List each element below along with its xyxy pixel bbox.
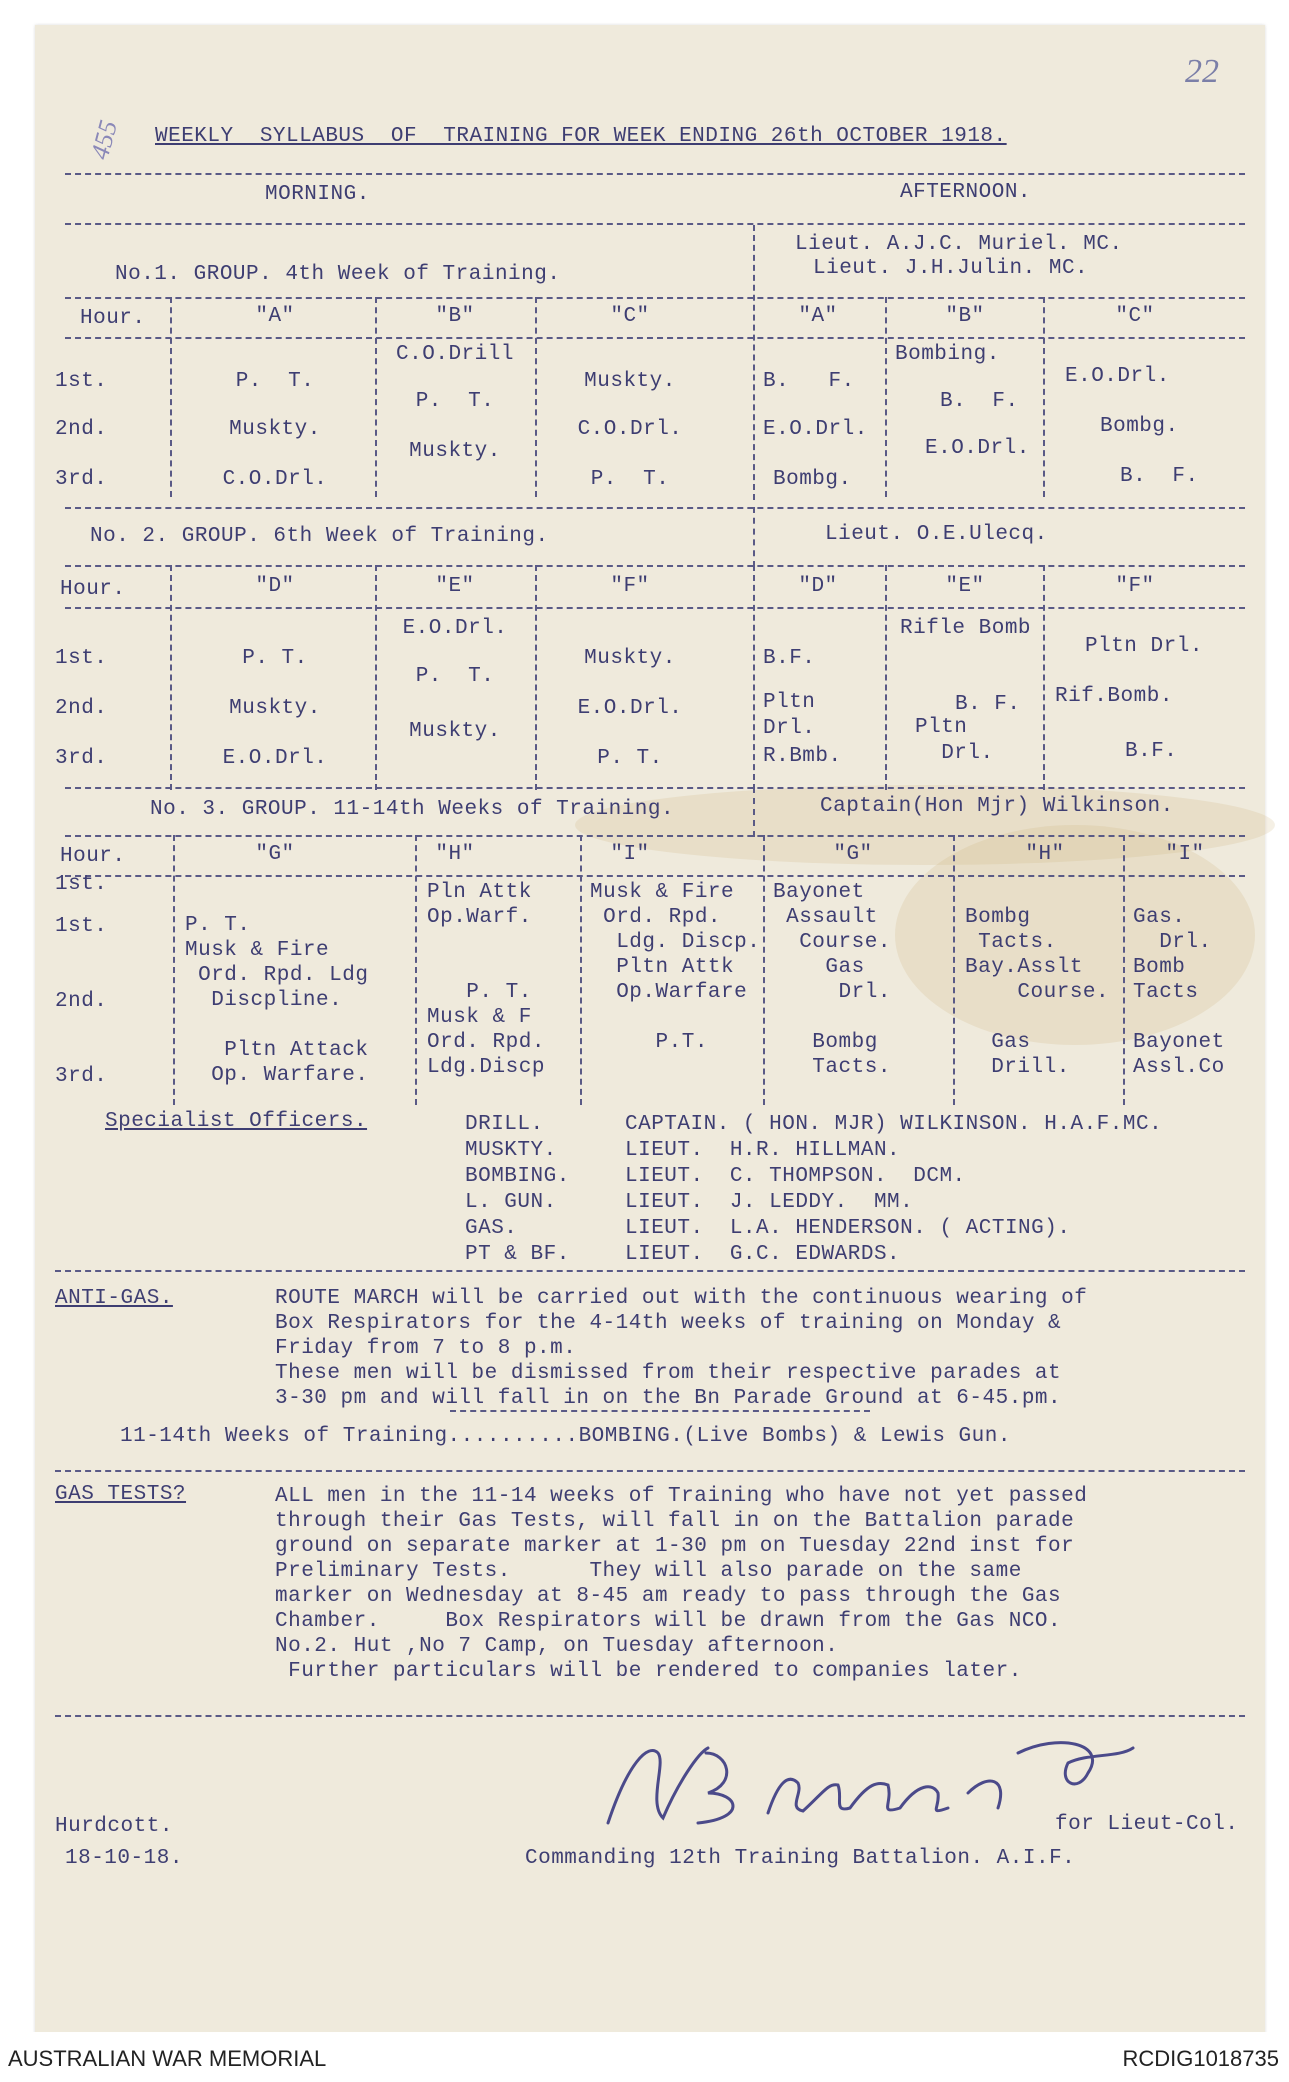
- group1-heading: No.1. GROUP. 4th Week of Training.: [115, 263, 561, 286]
- group3-hour-label: Hour.: [60, 845, 126, 868]
- divider: [65, 835, 1245, 837]
- morning-heading: MORNING.: [265, 183, 370, 206]
- commanding-line: Commanding 12th Training Battalion. A.I.F.: [525, 1847, 1076, 1870]
- divider: [65, 223, 1245, 225]
- signature: [550, 1705, 1110, 1825]
- footer-right: RCDIG1018735: [1122, 2046, 1279, 2071]
- group1-col-a: "A": [255, 305, 295, 328]
- g3-i-cell: Musk & Fire Ord. Rpd. Ldg. Discp. Pltn Attk Op.Warfare P.T.: [590, 881, 761, 1054]
- g1-b-3: Muskty.: [409, 440, 501, 463]
- divider: [65, 507, 1245, 509]
- g2-pe-2: B. F.: [955, 693, 1021, 716]
- g2-d-2: Muskty.: [229, 697, 321, 720]
- anti-gas-label: ANTI-GAS.: [55, 1287, 173, 1310]
- gas-tests-line: Preliminary Tests. They will also parade on the same: [275, 1560, 1022, 1583]
- specialist-officer: LIEUT. G.C. EDWARDS.: [625, 1243, 901, 1266]
- g3-h-cell: Pln Attk Op.Warf. P. T. Musk & F Ord. Rpd. Ldg.Discp: [427, 881, 545, 1079]
- g3-pi-cell: Gas. Drl. Bomb Tacts Bayonet Assl.Co: [1133, 906, 1225, 1079]
- divider: [1123, 835, 1125, 1105]
- specialist-subject: PT & BF.: [465, 1243, 570, 1266]
- divider: [753, 565, 755, 790]
- g1-b-1: C.O.Drill: [396, 343, 514, 366]
- archive-footer: [0, 2032, 1289, 2082]
- specialist-officer: CAPTAIN. ( HON. MJR) WILKINSON. H.A.F.MC.: [625, 1113, 1163, 1136]
- divider: [65, 297, 1245, 299]
- group1-col-pa: "A": [798, 305, 838, 328]
- specialist-officer: LIEUT. C. THOMPSON. DCM.: [625, 1165, 966, 1188]
- group1-col-pc: "C": [1115, 305, 1155, 328]
- specialist-subject: DRILL.: [465, 1113, 544, 1136]
- g1-c-2: C.O.Drl.: [577, 418, 683, 441]
- group3-row-1: 1st.: [55, 915, 108, 938]
- group2-col-e: "E": [435, 575, 475, 598]
- group3-col-g: "G": [255, 843, 295, 866]
- divider: [1043, 565, 1045, 790]
- divider: [170, 297, 172, 497]
- g1-c-1: Muskty.: [584, 370, 676, 393]
- divider: [65, 565, 1245, 567]
- g1-pb-1: Bombing.: [895, 343, 1000, 366]
- g1-pc-2: Bombg.: [1100, 415, 1179, 438]
- specialist-officer: LIEUT. L.A. HENDERSON. ( ACTING).: [625, 1217, 1071, 1240]
- date: 18-10-18.: [65, 1847, 183, 1870]
- gas-tests-label: GAS TESTS?: [55, 1483, 187, 1506]
- document-page: [35, 25, 1265, 2035]
- group2-instructor: Lieut. O.E.Ulecq.: [825, 523, 1048, 546]
- group3-row-3: 3rd.: [55, 1065, 108, 1088]
- g1-pa-1: B. F.: [763, 370, 855, 393]
- gas-tests-line: Further particulars will be rendered to companies later.: [275, 1660, 1022, 1683]
- group1-instructor-2: Lieut. J.H.Julin. MC.: [813, 257, 1089, 280]
- group1-col-b: "B": [435, 305, 475, 328]
- group2-row-1: 1st.: [55, 647, 108, 670]
- specialist-officer: LIEUT. J. LEDDY. MM.: [625, 1191, 914, 1214]
- anti-gas-line: ROUTE MARCH will be carried out with the continuous wearing of: [275, 1287, 1088, 1310]
- divider: [580, 835, 582, 1105]
- divider: [375, 297, 377, 497]
- footer-left: AUSTRALIAN WAR MEMORIAL: [8, 2046, 327, 2071]
- bombing-line: 11-14th Weeks of Training..........BOMBING.(Live Bombs) & Lewis Gun.: [120, 1425, 1011, 1448]
- g2-pd-2: Pltn Drl.: [763, 691, 816, 740]
- group3-col-pg: "G": [833, 843, 873, 866]
- g1-pb-2: B. F.: [940, 390, 1019, 413]
- g3-g-cell: P. T. Musk & Fire Ord. Rpd. Ldg Discpline. Pltn Attack Op. Warfare.: [185, 914, 369, 1087]
- signatory-rank: for Lieut-Col.: [1055, 1813, 1239, 1836]
- g2-e-2: P. T.: [415, 665, 495, 688]
- g2-pf-1: Pltn Drl.: [1085, 635, 1203, 658]
- g2-pd-3: R.Bmb.: [763, 745, 842, 768]
- divider: [753, 507, 755, 567]
- divider: [170, 565, 172, 790]
- divider: [55, 1270, 1245, 1272]
- group2-col-d: "D": [255, 575, 295, 598]
- group1-row-2: 2nd.: [55, 418, 108, 441]
- divider: [415, 835, 417, 1105]
- divider: [885, 565, 887, 790]
- divider: [450, 1410, 870, 1412]
- anti-gas-line: Friday from 7 to 8 p.m.: [275, 1337, 577, 1360]
- group2-hour-label: Hour.: [60, 578, 126, 601]
- gas-tests-line: through their Gas Tests, will fall in on the Battalion parade: [275, 1510, 1075, 1533]
- divider: [535, 297, 537, 497]
- specialist-officer: LIEUT. H.R. HILLMAN.: [625, 1139, 901, 1162]
- g2-d-1: P. T.: [242, 647, 308, 670]
- anti-gas-line: Box Respirators for the 4-14th weeks of training on Monday &: [275, 1312, 1062, 1335]
- divider: [763, 835, 765, 1105]
- group3-col-pi: "I": [1165, 843, 1205, 866]
- group3-instructor: Captain(Hon Mjr) Wilkinson.: [820, 795, 1174, 818]
- divider: [55, 1470, 1245, 1472]
- g1-a-3: C.O.Drl.: [222, 468, 328, 491]
- divider: [65, 337, 1245, 339]
- group3-col-ph: "H": [1025, 843, 1065, 866]
- group3-col-h: "H": [435, 843, 475, 866]
- folio-mark: 455: [84, 117, 124, 163]
- g2-pe-1: Rifle Bomb: [900, 617, 1032, 640]
- specialist-subject: BOMBING.: [465, 1165, 570, 1188]
- g2-f-2: E.O.Drl.: [577, 697, 683, 720]
- gas-tests-line: ground on separate marker at 1-30 pm on Tuesday 22nd inst for: [275, 1535, 1075, 1558]
- g2-f-1: Muskty.: [584, 647, 676, 670]
- divider: [65, 875, 1245, 877]
- divider: [953, 835, 955, 1105]
- specialist-subject: GAS.: [465, 1217, 518, 1240]
- afternoon-heading: AFTERNOON.: [900, 181, 1032, 204]
- g2-f-3: P. T.: [597, 747, 663, 770]
- group2-col-pf: "F": [1115, 575, 1155, 598]
- group1-hour-label: Hour.: [80, 307, 146, 330]
- divider: [65, 787, 1245, 789]
- specialist-subject: L. GUN.: [465, 1191, 557, 1214]
- gas-tests-line: marker on Wednesday at 8-45 am ready to pass through the Gas: [275, 1585, 1062, 1608]
- group2-col-pe: "E": [945, 575, 985, 598]
- gas-tests-line: ALL men in the 11-14 weeks of Training who have not yet passed: [275, 1485, 1088, 1508]
- group1-row-1: 1st.: [55, 370, 108, 393]
- g2-pf-2: Rif.Bomb.: [1055, 685, 1173, 708]
- group2-heading: No. 2. GROUP. 6th Week of Training.: [90, 525, 549, 548]
- anti-gas-line: 3-30 pm and will fall in on the Bn Parade Ground at 6-45.pm.: [275, 1387, 1062, 1410]
- gas-tests-line: No.2. Hut ,No 7 Camp, on Tuesday afternoon.: [275, 1635, 839, 1658]
- g3-ph-cell: Bombg Tacts. Bay.Asslt Course. Gas Drill.: [965, 906, 1110, 1079]
- g1-b-2: P. T.: [415, 390, 495, 413]
- divider: [65, 607, 1245, 609]
- g2-pf-3: B.F.: [1125, 740, 1178, 763]
- g2-e-1: E.O.Drl.: [402, 617, 508, 640]
- group3-col-i: "I": [610, 843, 650, 866]
- divider: [173, 835, 175, 1105]
- g2-pd-1: B.F.: [763, 647, 816, 670]
- gas-tests-line: Chamber. Box Respirators will be drawn from the Gas NCO.: [275, 1610, 1062, 1633]
- group1-row-3: 3rd.: [55, 468, 108, 491]
- divider: [885, 297, 887, 497]
- place: Hurdcott.: [55, 1815, 173, 1838]
- group2-col-f: "F": [610, 575, 650, 598]
- page-title: WEEKLY SYLLABUS OF TRAINING FOR WEEK ENDING 26th OCTOBER 1918.: [155, 125, 1007, 148]
- group3-row-1a: 1st.: [55, 873, 108, 896]
- g1-pc-3: B. F.: [1120, 465, 1199, 488]
- divider: [375, 565, 377, 790]
- g1-a-1: P. T.: [235, 370, 315, 393]
- group3-row-2: 2nd.: [55, 990, 108, 1013]
- anti-gas-line: These men will be dismissed from their respective parades at: [275, 1362, 1062, 1385]
- g1-pc-1: E.O.Drl.: [1065, 365, 1170, 388]
- divider: [535, 565, 537, 790]
- g2-pe-3: Pltn Drl.: [915, 716, 994, 765]
- divider: [753, 225, 755, 500]
- group1-instructor-1: Lieut. A.J.C. Muriel. MC.: [795, 233, 1123, 256]
- group1-col-pb: "B": [945, 305, 985, 328]
- divider: [1043, 297, 1045, 497]
- group3-heading: No. 3. GROUP. 11-14th Weeks of Training.: [150, 798, 675, 821]
- g1-a-2: Muskty.: [229, 418, 321, 441]
- page-number: 22: [1185, 53, 1219, 90]
- specialist-subject: MUSKTY.: [465, 1139, 557, 1162]
- divider: [753, 787, 755, 837]
- group2-row-3: 3rd.: [55, 747, 108, 770]
- specialists-label: Specialist Officers.: [105, 1110, 368, 1133]
- g3-pg-cell: Bayonet Assault Course. Gas Drl. Bombg Tacts.: [773, 881, 891, 1079]
- divider: [65, 173, 1245, 175]
- g1-c-3: P. T.: [590, 468, 670, 491]
- g1-pa-2: E.O.Drl.: [763, 418, 868, 441]
- group2-row-2: 2nd.: [55, 697, 108, 720]
- g1-pa-3: Bombg.: [773, 468, 852, 491]
- group1-col-c: "C": [610, 305, 650, 328]
- group2-col-pd: "D": [798, 575, 838, 598]
- g2-d-3: E.O.Drl.: [222, 747, 328, 770]
- g1-pb-3: E.O.Drl.: [925, 437, 1030, 460]
- g2-e-3: Muskty.: [409, 720, 501, 743]
